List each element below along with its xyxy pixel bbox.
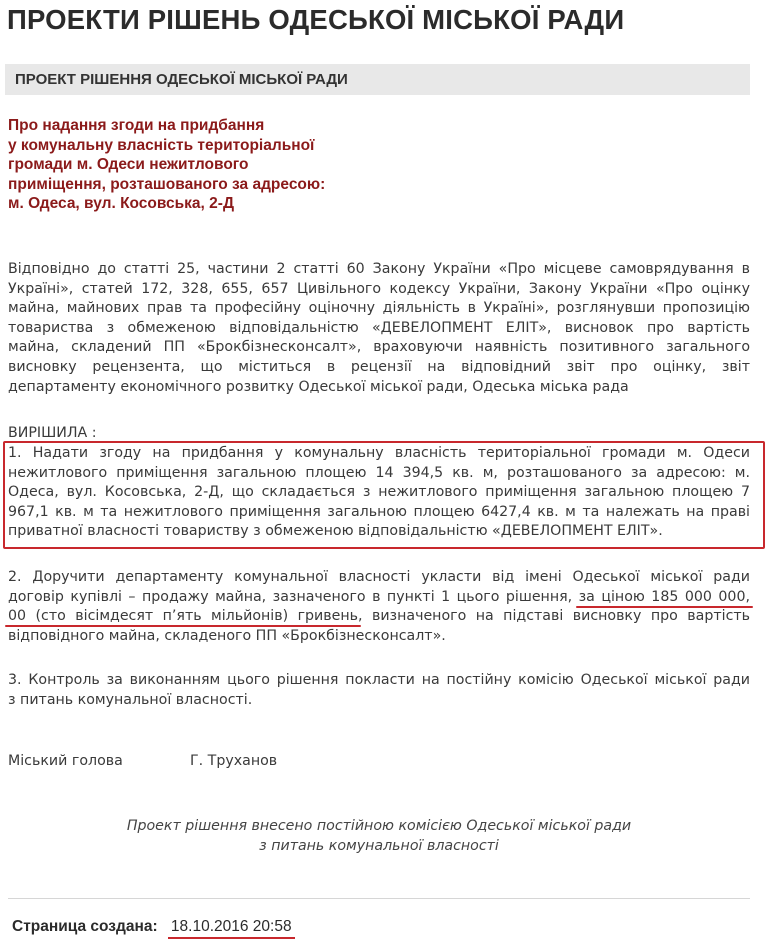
created-label: Страница создана: xyxy=(12,918,158,935)
decision-title-line: у комунальну власність територіальної xyxy=(8,136,315,154)
item-2-text: , визначеного на підставі висновку про вартість xyxy=(358,608,750,625)
item-1-line: Одеса, вул. Косовська, 2-Д, що складається з нежитлового приміщення загальною площею 7 xyxy=(8,484,750,501)
item-1-line: 1. Надати згоду на придбання у комунальну власність територіальної громади м. Одеси xyxy=(8,445,750,461)
item-1-line: приватної власності товариству з обмеженою відповідальністю «ДЕВЕЛОПМЕНТ ЕЛІТ». xyxy=(8,523,663,540)
preamble-line: Україні», статей 172, 328, 655, 657 Цивільного кодексу України, Закону України «Про оцінку xyxy=(8,280,750,297)
decision-title-line: м. Одеса, вул. Косовська, 2-Д xyxy=(8,195,234,212)
item-2-line: відповідного майна, складеного ПП «Брокбізнесконсалт». xyxy=(8,627,446,644)
preamble-line: висновку рецензента, що міститься в рецензії на відповідний звіт про оцінку, звіт xyxy=(8,358,750,375)
submission-note-line: з питань комунальної власності xyxy=(259,838,499,854)
preamble-paragraph xyxy=(8,260,750,397)
item-1-line: 967,1 кв. м та нежитлового приміщення загальною площею 6427,4 кв. м та належать на праві xyxy=(8,503,750,520)
page-title: ПРОЕКТИ РІШЕНЬ ОДЕСЬКОЇ МІСЬКОЇ РАДИ xyxy=(7,4,625,35)
item-3-line: з питань комунальної власності. xyxy=(8,691,253,708)
item-2-paragraph xyxy=(8,568,750,646)
item-1-paragraph xyxy=(8,444,750,542)
item-3-paragraph xyxy=(8,671,750,710)
preamble-line: майна, складений ПП «Брокбізнесконсалт», враховуючи наявність позитивного загального xyxy=(8,339,750,356)
footer-divider xyxy=(8,898,750,899)
price-highlight: за ціною 185 000 000, xyxy=(578,588,750,605)
section-header: ПРОЕКТ РІШЕННЯ ОДЕСЬКОЇ МІСЬКОЇ РАДИ xyxy=(5,64,750,95)
item-2-line xyxy=(8,588,750,608)
created-date: 18.10.2016 20:58 xyxy=(168,918,295,939)
preamble-line: Відповідно до статті 25, частини 2 статті 60 Закону України «Про місцеве самоврядування в xyxy=(8,261,750,277)
signature-position: Міський голова xyxy=(8,753,123,769)
signature-name: Г. Труханов xyxy=(190,753,278,769)
preamble-line: департаменту економічного розвитку Одеської міської ради, Одеська міська рада xyxy=(8,378,629,395)
item-2-text: договір купівлі – продажу майна, зазначеного в пункті 1 цього рішення, xyxy=(8,588,579,605)
item-2-line xyxy=(8,607,750,627)
submission-note xyxy=(8,816,750,856)
decision-title-line: Про надання згоди на придбання xyxy=(8,117,265,134)
preamble-line: товариства з обмеженою відповідальністю «ДЕВЕЛОПМЕНТ ЕЛІТ», висновок про вартість xyxy=(8,319,750,336)
resolved-label: ВИРІШИЛА : xyxy=(8,425,97,441)
item-1-line: нежитлового приміщення загальною площею 14 394,5 кв. м, розташованого за адресою: м. xyxy=(8,464,750,481)
decision-title-line: громади м. Одеси нежитлового xyxy=(8,156,249,173)
price-highlight: 00 (сто вісімдесят п’ять мільйонів) гривень xyxy=(8,608,358,625)
submission-note-line: Проект рішення внесено постійною комісією Одеської міської ради xyxy=(126,818,632,834)
item-2-line: 2. Доручити департаменту комунальної власності укласти від імені Одеської міської ради xyxy=(8,569,750,585)
item-3-line: 3. Контроль за виконанням цього рішення покласти на постійну комісію Одеської міської ради xyxy=(8,672,750,688)
decision-title-line: приміщення, розташованого за адресою: xyxy=(8,175,326,193)
preamble-line: майна, майнових прав та професійну оціночну діяльність в Україні», розглянувши пропозицію xyxy=(8,300,750,317)
decision-title xyxy=(8,116,428,214)
created-info xyxy=(12,918,295,939)
